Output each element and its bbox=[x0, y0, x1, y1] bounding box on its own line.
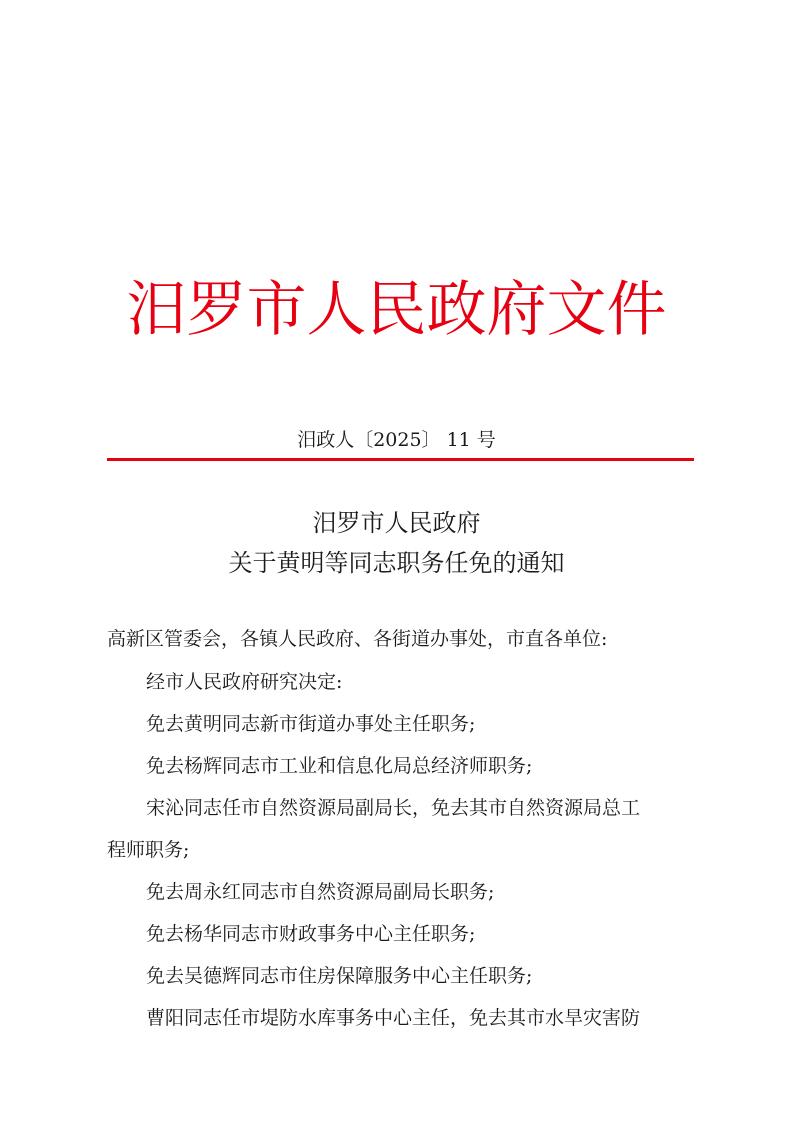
body-paragraph: 宋沁同志任市自然资源局副局长，免去其市自然资源局总工 bbox=[146, 797, 641, 819]
body-paragraph: 免去吴德辉同志市住房保障服务中心主任职务; bbox=[146, 965, 533, 987]
salutation: 高新区管委会，各镇人民政府、各街道办事处，市直各单位: bbox=[107, 628, 608, 650]
body-paragraph: 免去黄明同志新市街道办事处主任职务; bbox=[146, 713, 476, 735]
notice-title-issuer: 汨罗市人民政府 bbox=[312, 509, 481, 537]
body-paragraph: 免去杨辉同志市工业和信息化局总经济师职务; bbox=[146, 755, 533, 777]
red-divider-line bbox=[107, 458, 694, 461]
notice-title-subject: 关于黄明等同志职务任免的通知 bbox=[228, 549, 565, 577]
body-paragraph: 曹阳同志任市堤防水库事务中心主任，免去其市水旱灾害防 bbox=[146, 1007, 641, 1029]
body-paragraph: 经市人民政府研究决定: bbox=[146, 671, 343, 693]
body-paragraph: 免去杨华同志市财政事务中心主任职务; bbox=[146, 923, 476, 945]
document-header-title: 汨罗市人民政府文件 bbox=[126, 275, 667, 345]
body-paragraph: 免去周永红同志市自然资源局副局长职务; bbox=[146, 881, 495, 903]
body-paragraph-continuation: 程师职务; bbox=[107, 839, 190, 861]
document-number: 汨政人〔2025〕 11 号 bbox=[297, 429, 496, 451]
